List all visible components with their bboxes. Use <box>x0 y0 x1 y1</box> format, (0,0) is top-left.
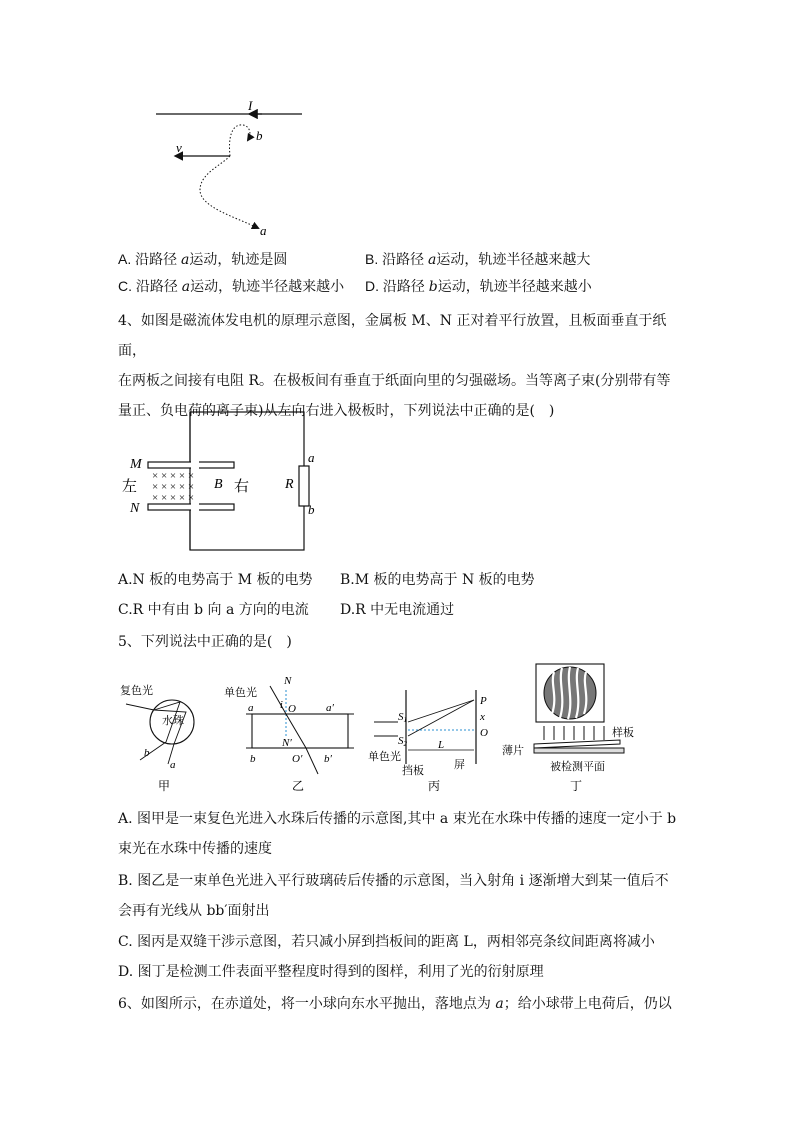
q5-figure-ding <box>500 660 650 794</box>
q3-option-c: C. 沿路径 a运动，轨迹半径越来越小 <box>118 278 345 295</box>
label-board: 挡板 <box>402 765 424 777</box>
q3-option-a: A. 沿路径 a运动，轨迹是圆 <box>118 251 288 268</box>
q5-option-b-line: B. 图乙是一束单色光进入平行玻璃砖后传播的示意图，当入射角 i 逐渐增大到某一值后不 <box>118 873 669 889</box>
label-S1: S1 <box>398 711 407 724</box>
caption-ding: 丁 <box>570 779 583 793</box>
label-S2: S2 <box>398 735 407 748</box>
test-plane <box>534 748 624 753</box>
q5-option-a-line: 束光在水珠中传播的速度 <box>118 841 272 857</box>
q5-option-b <box>118 866 678 926</box>
q5-figure-jia <box>118 664 218 794</box>
q4-stem-line: 在两板之间接有电阻 R。在极板间有垂直于纸面向里的匀强磁场。当等离子束(分别带有等 <box>118 373 671 389</box>
label-left: 左 <box>122 479 138 495</box>
label-O-prime: O′ <box>292 753 303 765</box>
magnetic-field-crosses <box>152 470 194 504</box>
caption-bing: 丙 <box>428 779 441 793</box>
svg-text:× × × × ×: × × × × × <box>152 481 195 493</box>
label-b: b <box>144 747 150 759</box>
label-b: b <box>256 128 263 143</box>
q4-stem-line: 量正、负电荷的离子束)从左向右进入极板时，下列说法中正确的是( ) <box>118 403 555 419</box>
label-a-prime: a′ <box>326 702 334 714</box>
label-screen: 屏 <box>454 759 465 771</box>
resistor-r <box>299 466 309 506</box>
label-N-prime: N′ <box>282 737 292 749</box>
q4-option-d: D.R 中无电流通过 <box>340 602 455 618</box>
label-sample: 样板 <box>612 727 634 739</box>
label-a: a <box>308 450 315 465</box>
q4-stem-line: 4、如图是磁流体发电机的原理示意图，金属板 M、N 正对着平行放置，且板面垂直于纸面， <box>118 313 667 359</box>
label-L: L <box>438 739 445 751</box>
label-x: x <box>480 711 485 723</box>
path-b <box>229 125 249 156</box>
svg-text:× × × × ×: × × × × × <box>152 492 195 504</box>
path-a <box>200 156 258 228</box>
label-test-plane: 被检测平面 <box>550 761 605 773</box>
label-B: B <box>214 477 223 492</box>
glass-brick <box>252 714 348 748</box>
label-R: R <box>285 477 294 492</box>
label-compound-light: 复色光 <box>120 685 153 697</box>
q5-option-a <box>118 804 678 864</box>
label-mono-light: 单色光 <box>368 751 401 763</box>
label-a: a <box>170 759 176 771</box>
label-water-drop: 水珠 <box>162 715 184 727</box>
label-mono-light: 单色光 <box>224 687 257 699</box>
q5-stem: 5、下列说法中正确的是( ) <box>118 634 292 650</box>
label-N: N <box>284 675 292 687</box>
q5-option-b-line: 会再有光线从 bb′面射出 <box>118 903 270 919</box>
label-sheet: 薄片 <box>502 745 524 757</box>
label-a: a <box>248 702 254 714</box>
label-b: b <box>250 753 256 765</box>
q3-figure <box>150 92 320 242</box>
label-right: 右 <box>234 479 250 495</box>
q5-option-c: C. 图丙是双缝干涉示意图，若只减小屏到挡板间的距离 L，两相邻亮条纹间距离将减小 <box>118 934 655 950</box>
caption-jia: 甲 <box>158 779 171 793</box>
label-O: O <box>288 703 296 715</box>
q6-stem: 6、如图所示，在赤道处，将一小球向东水平抛出，落地点为 a；给小球带上电荷后，仍以 <box>118 996 672 1012</box>
q4-figure <box>118 404 328 554</box>
q5-figure-yi <box>222 664 362 794</box>
label-O: O <box>480 727 488 739</box>
label-b: b <box>308 502 315 517</box>
svg-text:× × × × ×: × × × × × <box>152 470 195 482</box>
label-b-prime: b′ <box>324 753 332 765</box>
q5-option-a-line: A. 图甲是一束复色光进入水珠后传播的示意图,其中 a 束光在水珠中传播的速度一定小于 b <box>118 811 677 827</box>
q3-option-b: B. 沿路径 a运动，轨迹半径越来越大 <box>365 251 591 268</box>
q4-option-b: B.M 板的电势高于 N 板的电势 <box>340 572 535 588</box>
label-v: v <box>176 140 182 155</box>
label-i: i <box>280 700 283 711</box>
q3-option-d: D. 沿路径 b运动，轨迹半径越来越小 <box>365 278 592 295</box>
q4-option-a: A.N 板的电势高于 M 板的电势 <box>118 572 313 588</box>
label-I: I <box>248 98 253 113</box>
q5-option-d: D. 图丁是检测工件表面平整程度时得到的图样，利用了光的衍射原理 <box>118 964 544 980</box>
label-M: M <box>130 457 142 472</box>
caption-yi: 乙 <box>292 779 305 793</box>
label-P: P <box>480 695 487 707</box>
label-a: a <box>260 223 267 238</box>
q4-option-c: C.R 中有由 b 向 a 方向的电流 <box>118 602 309 618</box>
label-N: N <box>130 501 140 516</box>
q5-figure-bing <box>368 664 498 794</box>
